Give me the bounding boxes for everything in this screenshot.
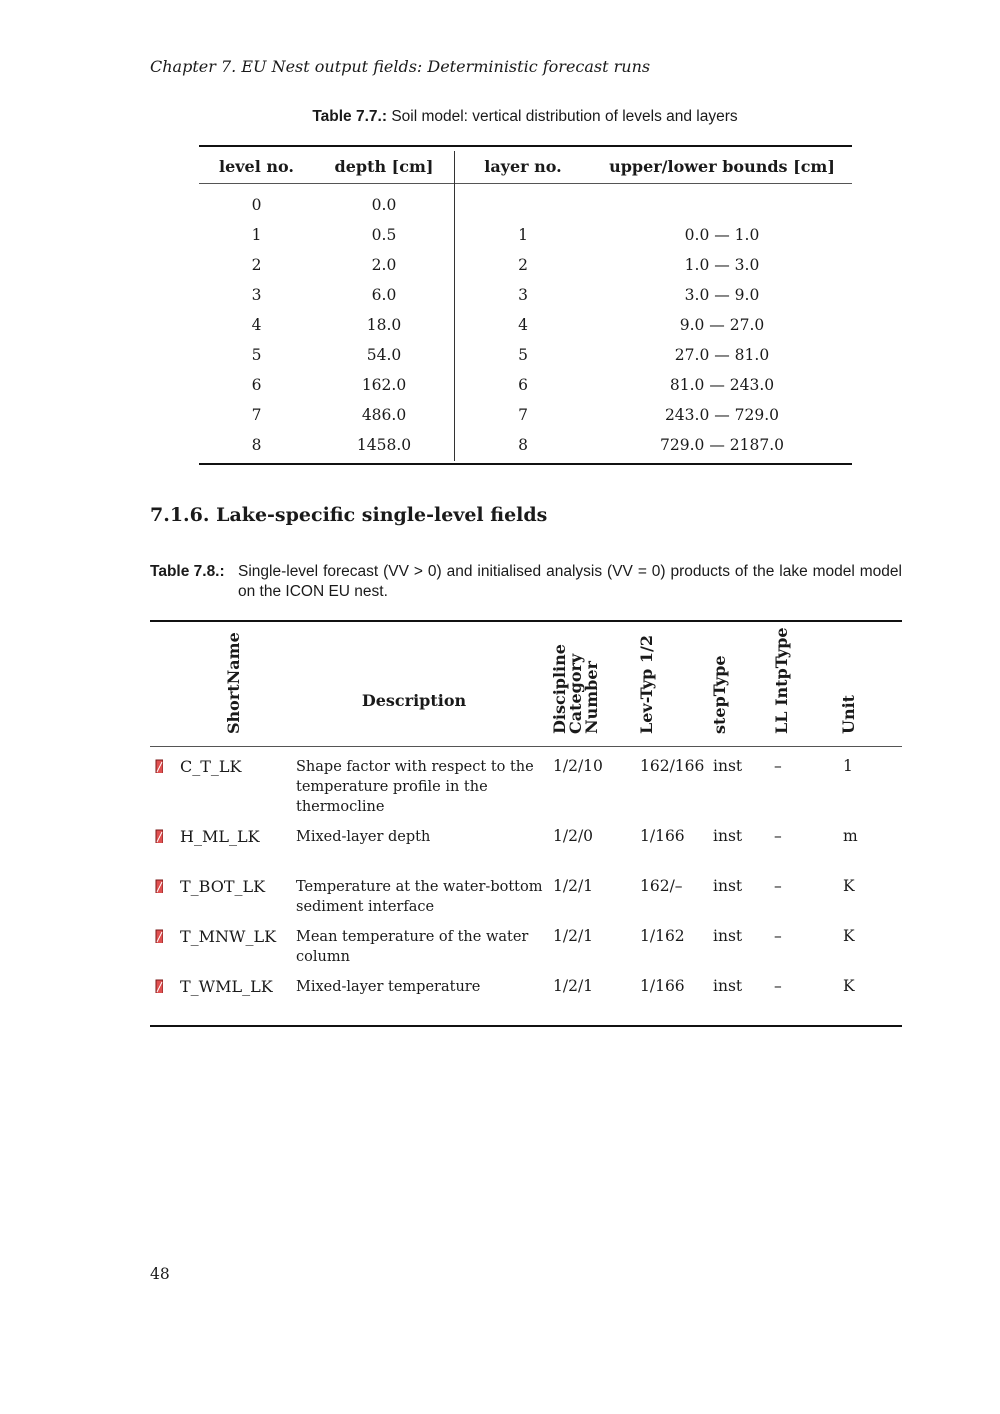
cell-depth: 2.0 xyxy=(371,256,397,274)
cell-lev: 162/– xyxy=(640,877,683,895)
cell-lev: 1/166 xyxy=(640,977,685,995)
cell-layer-no: 4 xyxy=(518,316,528,334)
cell-step: inst xyxy=(713,877,743,895)
cell-bounds: 27.0 — 81.0 xyxy=(674,346,770,364)
cell-layer-no: 8 xyxy=(518,436,528,454)
cell-shortname: T_WML_LK xyxy=(180,977,273,996)
section-heading: 7.1.6. Lake-specific single-level fields xyxy=(150,504,548,526)
cell-layer-no: 3 xyxy=(518,286,528,304)
cell-level-no: 7 xyxy=(251,406,262,424)
cell-level-no: 4 xyxy=(251,316,262,334)
caption-text: Single-level forecast (VV > 0) and initialised analysis (VV = 0) products of the lake model model on the ICON EU nest. xyxy=(238,563,902,600)
table-7-8-caption xyxy=(150,562,902,602)
page-number: 48 xyxy=(150,1265,170,1283)
cell-shortname: T_BOT_LK xyxy=(180,877,266,896)
header-unit: Unit xyxy=(839,694,858,734)
cell-depth: 0.0 xyxy=(371,196,397,214)
cell-depth: 54.0 xyxy=(366,346,402,364)
cell-layer-no: 7 xyxy=(518,406,528,424)
cell-intp: – xyxy=(774,877,782,895)
cell-description: Shape factor with respect to the temperature profile in the thermocline xyxy=(296,759,534,815)
cell-bounds: 81.0 — 243.0 xyxy=(669,376,775,394)
cell-level-no: 8 xyxy=(251,436,262,454)
running-header: Chapter 7. EU Nest output fields: Deterministic forecast runs xyxy=(150,57,651,76)
header-level-no: level no. xyxy=(219,157,294,176)
cell-level-no: 5 xyxy=(251,346,262,364)
cell-dcn: 1/2/1 xyxy=(553,877,594,895)
cell-depth: 6.0 xyxy=(371,286,397,304)
header-steptype: stepType xyxy=(710,655,729,734)
header-depth: depth [cm] xyxy=(334,157,434,176)
cell-lev: 1/166 xyxy=(640,827,685,845)
cell-dcn: 1/2/1 xyxy=(553,977,594,995)
lake-fields-table xyxy=(150,620,902,1030)
cell-lev: 1/162 xyxy=(640,927,685,945)
cell-dcn: 1/2/1 xyxy=(553,927,594,945)
header-number: Number xyxy=(582,661,601,734)
cell-level-no: 1 xyxy=(251,226,262,244)
cell-lev: 162/166 xyxy=(640,757,705,775)
header-discipline-category-number xyxy=(552,644,600,734)
caption-label: Table 7.8.: xyxy=(150,563,225,580)
cell-description: Mixed-layer depth xyxy=(296,829,431,845)
cell-depth: 162.0 xyxy=(361,376,407,394)
cell-description: Mean temperature of the water column xyxy=(296,929,529,965)
cell-intp: – xyxy=(774,757,782,775)
cell-layer-no: 5 xyxy=(518,346,528,364)
red-flag-icon xyxy=(155,829,163,843)
header-intptype: LL IntpType xyxy=(772,627,791,734)
soil-levels-table xyxy=(199,145,852,467)
cell-layer-no: 2 xyxy=(518,256,528,274)
cell-bounds: 1.0 — 3.0 xyxy=(684,256,760,274)
cell-bounds: 729.0 — 2187.0 xyxy=(660,436,784,454)
cell-level-no: 3 xyxy=(251,286,262,304)
header-layer-no: layer no. xyxy=(484,157,562,176)
cell-depth: 1458.0 xyxy=(356,436,412,454)
cell-description: Mixed-layer temperature xyxy=(296,979,481,995)
cell-step: inst xyxy=(713,827,743,845)
cell-bounds: 3.0 — 9.0 xyxy=(684,286,760,304)
header-shortname: ShortName xyxy=(224,632,243,734)
caption-text: Soil model: vertical distribution of levels and layers xyxy=(391,108,738,125)
cell-layer-no: 1 xyxy=(518,226,528,244)
header-bounds: upper/lower bounds [cm] xyxy=(609,157,835,176)
header-description: Description xyxy=(361,691,467,710)
red-flag-icon xyxy=(155,929,163,943)
cell-depth: 486.0 xyxy=(361,406,407,424)
cell-bounds: 243.0 — 729.0 xyxy=(664,406,780,424)
cell-unit: 1 xyxy=(843,757,853,775)
cell-step: inst xyxy=(713,977,743,995)
cell-step: inst xyxy=(713,927,743,945)
header-levtyp: Lev-Typ 1/2 xyxy=(637,634,656,734)
cell-level-no: 6 xyxy=(251,376,262,394)
header-discipline: Discipline xyxy=(550,644,569,734)
cell-depth: 0.5 xyxy=(371,226,397,244)
cell-unit: m xyxy=(843,827,858,845)
cell-shortname: H_ML_LK xyxy=(180,827,260,846)
cell-unit: K xyxy=(843,927,855,945)
cell-shortname: T_MNW_LK xyxy=(180,927,277,946)
cell-intp: – xyxy=(774,827,782,845)
red-flag-icon xyxy=(155,879,163,893)
cell-bounds: 9.0 — 27.0 xyxy=(679,316,765,334)
cell-level-no: 2 xyxy=(251,256,262,274)
cell-layer-no: 6 xyxy=(518,376,528,394)
cell-intp: – xyxy=(774,927,782,945)
caption-label: Table 7.7.: xyxy=(312,108,387,125)
red-flag-icon xyxy=(155,759,163,773)
cell-unit: K xyxy=(843,977,855,995)
cell-dcn: 1/2/10 xyxy=(553,757,603,775)
table-7-7-caption xyxy=(0,108,1000,126)
header-category: Category xyxy=(566,653,585,734)
cell-dcn: 1/2/0 xyxy=(553,827,594,845)
cell-unit: K xyxy=(843,877,855,895)
cell-depth: 18.0 xyxy=(366,316,402,334)
cell-bounds: 0.0 — 1.0 xyxy=(684,226,760,244)
cell-level-no: 0 xyxy=(251,196,262,214)
red-flag-icon xyxy=(155,979,163,993)
cell-step: inst xyxy=(713,757,743,775)
cell-description: Temperature at the water-bottom sediment interface xyxy=(296,879,543,915)
cell-intp: – xyxy=(774,977,782,995)
cell-shortname: C_T_LK xyxy=(180,757,242,776)
